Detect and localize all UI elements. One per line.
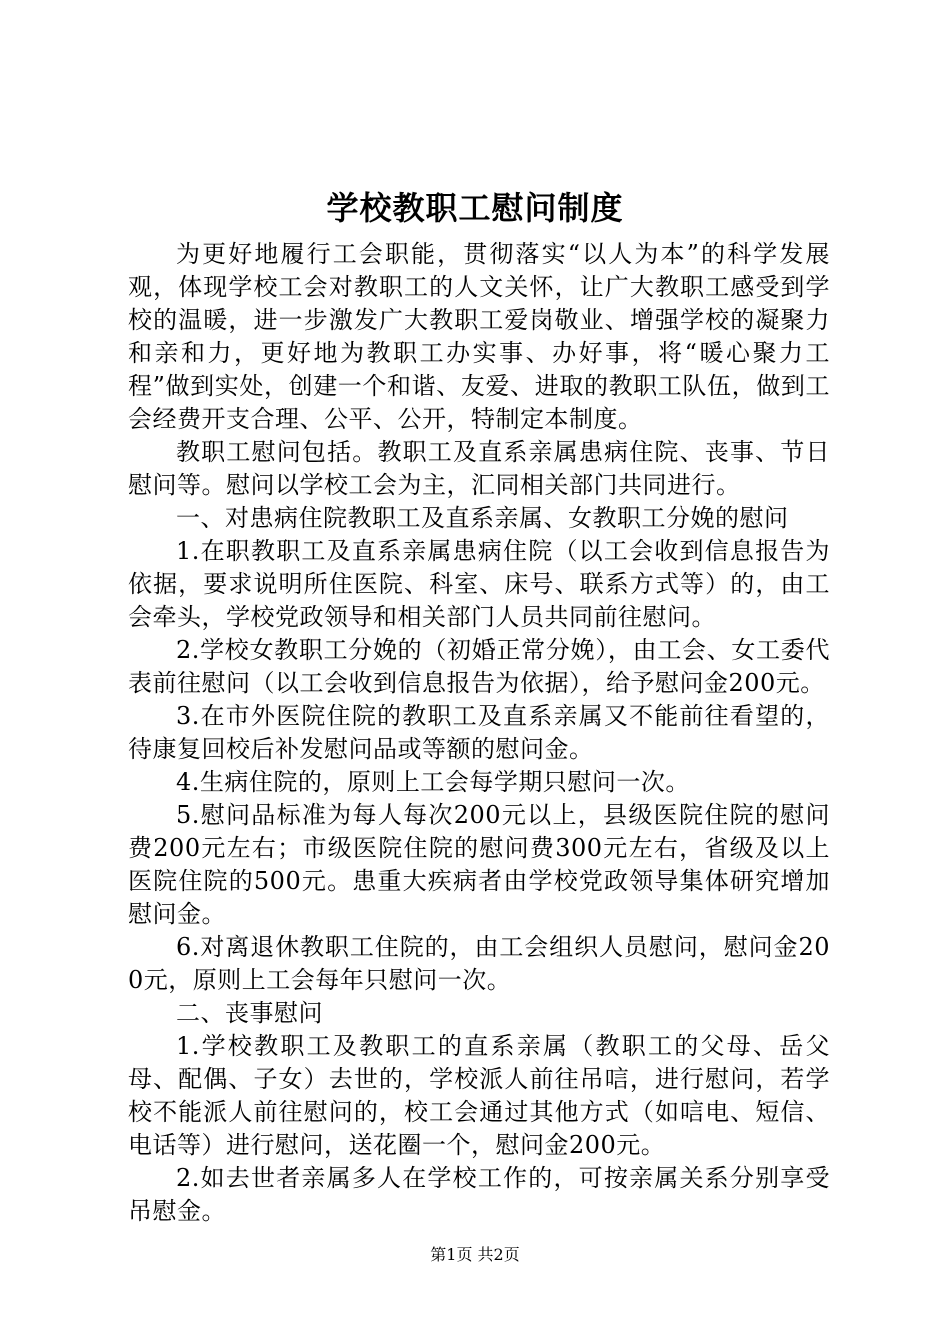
paragraph-intro: 为更好地履行工会职能，贯彻落实“以人为本”的科学发展观，体现学校工会对教职工的人文关怀，让广大教职工感受到学校的温暖，进一步激发广大教职工爱岗敬业、增强学校的凝聚力和亲和力，更好地为教职工办实事、办好事，将“暖心聚力工程”做到实处，创建一个和谐、友爱、进取的教职工队伍，做到工会经费开支合理、公平、公开，特制定本制度。	[128, 240, 830, 433]
paragraph-item: 1.在职教职工及直系亲属患病住院（以工会收到信息报告为依据，要求说明所住医院、科室、床号、联系方式等）的，由工会牵头，学校党政领导和相关部门人员共同前往慰问。	[128, 537, 830, 631]
paragraph-item: 5.慰问品标准为每人每次200元以上，县级医院住院的慰问费200元左右；市级医院住院的慰问费300元左右，省级及以上医院住院的500元。患重大疾病者由学校党政领导集体研究增加慰问金。	[128, 801, 830, 928]
paragraph-item: 3.在市外医院住院的教职工及直系亲属又不能前往看望的，待康复回校后补发慰问品或等额的慰问金。	[128, 702, 830, 763]
paragraph-scope: 教职工慰问包括。教职工及直系亲属患病住院、丧事、节日慰问等。慰问以学校工会为主，汇同相关部门共同进行。	[128, 438, 830, 499]
paragraph-item: 2.如去世者亲属多人在学校工作的，可按亲属关系分别享受吊慰金。	[128, 1164, 830, 1225]
paragraph-item: 4.生病住院的，原则上工会每学期只慰问一次。	[176, 768, 690, 796]
page-footer: 第1页 共2页	[430, 1245, 520, 1264]
paragraph-item: 2.学校女教职工分娩的（初婚正常分娩），由工会、女工委代表前往慰问（以工会收到信息报告为依据），给予慰问金200元。	[128, 636, 830, 697]
section-heading-illness: 一、对患病住院教职工及直系亲属、女教职工分娩的慰问	[176, 504, 789, 532]
document-title: 学校教职工慰问制度	[326, 189, 624, 227]
paragraph-item: 6.对离退休教职工住院的，由工会组织人员慰问，慰问金200元，原则上工会每年只慰问一次。	[128, 933, 830, 994]
document-body	[128, 238, 830, 1228]
paragraph-item: 1.学校教职工及教职工的直系亲属（教职工的父母、岳父母、配偶、子女）去世的，学校派人前往吊唁，进行慰问，若学校不能派人前往慰问的，校工会通过其他方式（如唁电、短信、电话等）进行慰问，送花圈一个，慰问金200元。	[128, 1032, 830, 1159]
section-heading-funeral: 二、丧事慰问	[176, 999, 323, 1027]
